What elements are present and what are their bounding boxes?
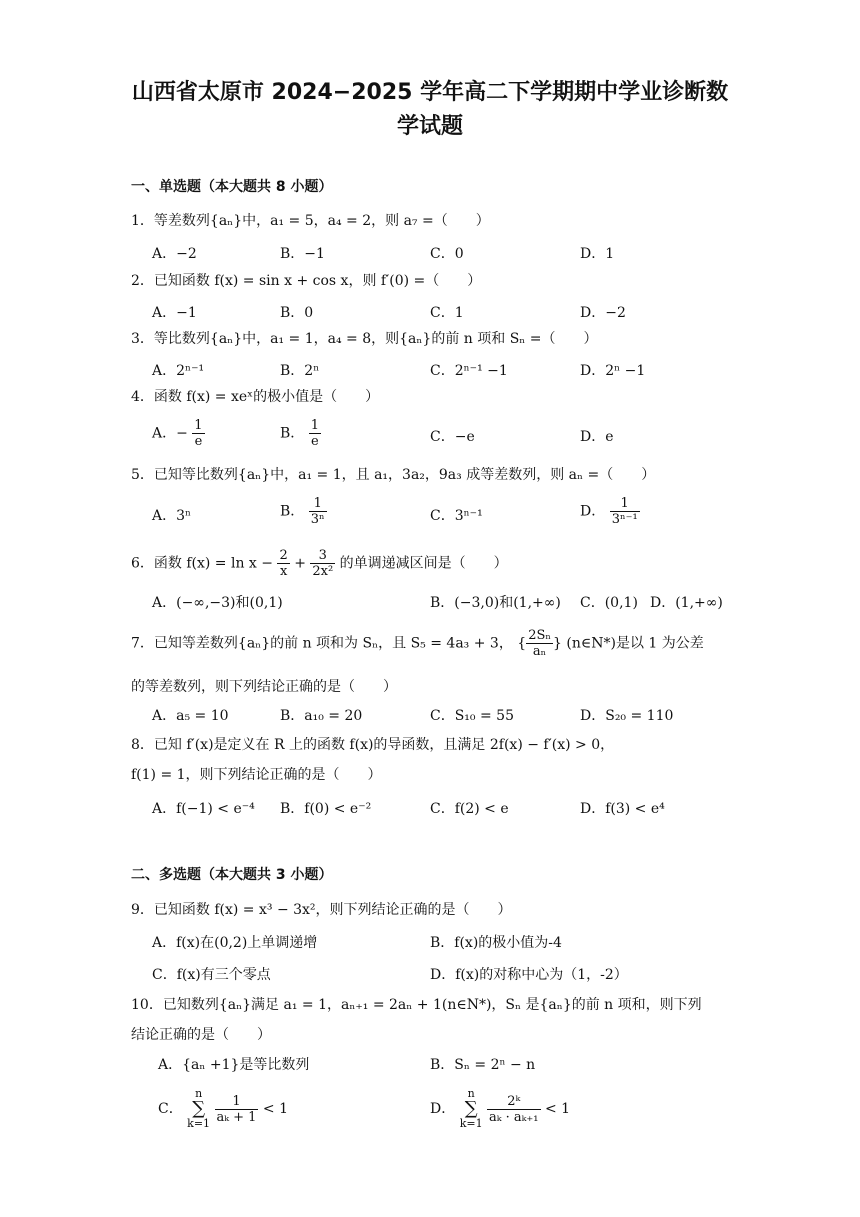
q9-option-d: D．f(x)的对称中心为（1，-2） bbox=[430, 967, 628, 983]
q10-d-numerator: 2ᵏ bbox=[487, 1094, 540, 1110]
q4-option-b bbox=[280, 418, 321, 449]
q9-option-b: B．f(x)的极小值为-4 bbox=[430, 935, 562, 951]
q10-d-fraction bbox=[487, 1094, 540, 1125]
question-1-stem: 1．等差数列{aₙ}中，a₁ = 5，a₄ = 2，则 a₇ =（ ） bbox=[131, 213, 490, 229]
question-2-stem: 2．已知函数 f(x) = sin x + cos x，则 f′(0) =（ ） bbox=[131, 273, 482, 289]
question-5-stem: 5．已知等比数列{aₙ}中，a₁ = 1，且 a₁，3a₂，9a₃ 成等差数列，则 aₙ =（ ） bbox=[131, 467, 656, 483]
q5-d-numerator: 1 bbox=[610, 496, 640, 512]
q7-fraction bbox=[526, 628, 553, 659]
q1-option-c: C．0 bbox=[430, 246, 464, 262]
q6-plus-sign: + bbox=[294, 555, 306, 572]
q3-option-b: B．2ⁿ bbox=[280, 363, 320, 379]
q3-option-c: C．2ⁿ⁻¹ −1 bbox=[430, 363, 508, 379]
q4-b-numerator: 1 bbox=[310, 418, 320, 433]
q10-c-summation bbox=[187, 1088, 210, 1130]
q2-option-b: B．0 bbox=[280, 305, 314, 321]
q5-b-numerator: 1 bbox=[309, 496, 327, 512]
q5-option-d bbox=[580, 496, 640, 527]
q6-option-d: D．(1,+∞) bbox=[650, 595, 723, 611]
q4-b-denominator: e bbox=[311, 434, 319, 449]
q10-d-summation bbox=[460, 1088, 483, 1130]
q5-d-denominator: 3ⁿ⁻¹ bbox=[611, 512, 638, 527]
title-line-2: 学试题 bbox=[396, 114, 463, 139]
question-7-stem bbox=[131, 628, 704, 659]
q7-denominator: aₙ bbox=[532, 644, 547, 659]
q10-c-sum-upper: n bbox=[195, 1087, 203, 1100]
q3-option-d: D．2ⁿ −1 bbox=[580, 363, 646, 379]
q4-a-denominator: e bbox=[194, 434, 203, 449]
q4-option-a bbox=[152, 418, 205, 449]
question-10-line-2: 结论正确的是（ ） bbox=[131, 1027, 271, 1043]
q6-option-b: B．(−3,0)和(1,+∞) bbox=[430, 595, 561, 611]
q4-option-b-label: B． bbox=[280, 425, 305, 442]
q5-option-d-label: D． bbox=[580, 503, 606, 520]
q10-c-fraction bbox=[215, 1094, 259, 1125]
question-6-stem bbox=[131, 548, 508, 579]
q5-b-denominator: 3ⁿ bbox=[310, 512, 325, 527]
q10-c-sum-lower: k=1 bbox=[187, 1117, 211, 1130]
q10-d-denominator: aₖ · aₖ₊₁ bbox=[489, 1109, 539, 1125]
q10-d-tail: < 1 bbox=[544, 1101, 571, 1117]
page-title bbox=[100, 76, 760, 144]
q2-option-d: D．−2 bbox=[580, 305, 626, 321]
section-heading-multiple-choice: 二、多选题（本大题共 3 小题） bbox=[131, 867, 333, 883]
q6-stem-suffix: 的单调递减区间是（ ） bbox=[339, 555, 508, 572]
q10-d-sum-lower: k=1 bbox=[459, 1117, 483, 1130]
question-9-stem: 9．已知函数 f(x) = x³ − 3x²，则下列结论正确的是（ ） bbox=[131, 902, 512, 918]
q5-option-b bbox=[280, 496, 327, 527]
q6-f2-denominator: 2x² bbox=[312, 564, 334, 579]
q7-numerator: 2Sₙ bbox=[528, 628, 552, 643]
q10-option-d bbox=[430, 1088, 570, 1130]
q6-f1-numerator: 2 bbox=[279, 548, 288, 563]
q9-option-a: A．f(x)在(0,2)上单调递增 bbox=[152, 935, 318, 951]
q7-option-b: B．a₁₀ = 20 bbox=[280, 708, 363, 724]
q8-option-c: C．f(2) < e bbox=[430, 801, 509, 817]
q10-option-d-label: D． bbox=[430, 1101, 456, 1117]
q4-option-d: D．e bbox=[580, 429, 614, 445]
q3-option-a: A．2ⁿ⁻¹ bbox=[152, 363, 205, 379]
q1-option-d: D．1 bbox=[580, 246, 615, 262]
q4-a-numerator: 1 bbox=[194, 418, 203, 433]
q10-d-sum-upper: n bbox=[467, 1087, 475, 1100]
question-7-line-2: 的等差数列，则下列结论正确的是（ ） bbox=[131, 679, 397, 695]
q6-fraction-1 bbox=[277, 548, 289, 579]
q4-option-a-label: A．− bbox=[152, 425, 188, 442]
q10-option-b: B．Sₙ = 2ⁿ − n bbox=[430, 1057, 536, 1073]
q5-option-b-fraction bbox=[309, 496, 327, 527]
section-heading-single-choice: 一、单选题（本大题共 8 小题） bbox=[131, 179, 333, 195]
q7-option-d: D．S₂₀ = 110 bbox=[580, 708, 674, 724]
q5-option-d-fraction bbox=[610, 496, 640, 527]
q4-option-c: C．−e bbox=[430, 429, 475, 445]
q7-stem-suffix: (n∈N*)是以 1 为公差 bbox=[566, 635, 704, 652]
q8-option-a: A．f(−1) < e⁻⁴ bbox=[152, 801, 255, 817]
q6-fraction-2 bbox=[310, 548, 335, 579]
q10-c-denominator: aₖ + 1 bbox=[216, 1109, 257, 1125]
q1-option-b: B．−1 bbox=[280, 246, 325, 262]
q10-c-tail: < 1 bbox=[262, 1101, 288, 1117]
question-3-stem: 3．等比数列{aₙ}中，a₁ = 1，a₄ = 8，则{aₙ}的前 n 项和 Sₙ =（ ） bbox=[131, 331, 598, 347]
q7-stem-prefix: 7．已知等差数列{aₙ}的前 n 项和为 Sₙ，且 S₅ = 4a₃ + 3， bbox=[131, 635, 513, 652]
question-8-line-1: 8．已知 f′(x)是定义在 R 上的函数 f(x)的导函数，且满足 2f(x) − f′(x) > 0， bbox=[131, 737, 615, 753]
q10-option-a: A．{aₙ +1}是等比数列 bbox=[158, 1057, 310, 1073]
q7-brace-open: { bbox=[517, 635, 527, 652]
q6-f1-denominator: x bbox=[279, 564, 288, 579]
q4-option-a-fraction bbox=[192, 418, 204, 449]
q1-option-a: A．−2 bbox=[152, 246, 197, 262]
q6-option-c: C．(0,1) bbox=[580, 595, 638, 611]
question-4-stem: 4．函数 f(x) = xeˣ的极小值是（ ） bbox=[131, 389, 380, 405]
q8-option-d: D．f(3) < e⁴ bbox=[580, 801, 665, 817]
q10-option-c-label: C． bbox=[158, 1101, 183, 1117]
q6-option-a: A．(−∞,−3)和(0,1) bbox=[152, 595, 283, 611]
q10-c-sum-symbol: ∑ bbox=[192, 1098, 206, 1119]
q10-d-sum-symbol: ∑ bbox=[464, 1098, 478, 1119]
q8-option-b: B．f(0) < e⁻² bbox=[280, 801, 372, 817]
q4-option-b-fraction bbox=[309, 418, 321, 449]
q6-stem-prefix: 6．函数 f(x) = ln x − bbox=[131, 555, 274, 572]
question-8-line-2: f(1) = 1，则下列结论正确的是（ ） bbox=[131, 767, 382, 783]
title-line-1: 山西省太原市 2024−2025 学年高二下学期期中学业诊断数 bbox=[131, 80, 729, 105]
q10-c-numerator: 1 bbox=[215, 1094, 259, 1110]
question-10-line-1: 10．已知数列{aₙ}满足 a₁ = 1，aₙ₊₁ = 2aₙ + 1(n∈N*)，Sₙ 是{aₙ}的前 n 项和，则下列 bbox=[131, 997, 702, 1013]
q9-option-c: C．f(x)有三个零点 bbox=[152, 967, 271, 983]
q7-option-a: A．a₅ = 10 bbox=[152, 708, 229, 724]
q5-option-b-label: B． bbox=[280, 503, 305, 520]
q7-brace-close: } bbox=[553, 635, 562, 652]
q6-f2-numerator: 3 bbox=[310, 548, 335, 564]
q7-option-c: C．S₁₀ = 55 bbox=[430, 708, 514, 724]
q5-option-a: A．3ⁿ bbox=[152, 508, 192, 524]
q2-option-c: C．1 bbox=[430, 305, 464, 321]
q5-option-c: C．3ⁿ⁻¹ bbox=[430, 508, 483, 524]
q2-option-a: A．−1 bbox=[152, 305, 197, 321]
q10-option-c bbox=[158, 1088, 288, 1130]
